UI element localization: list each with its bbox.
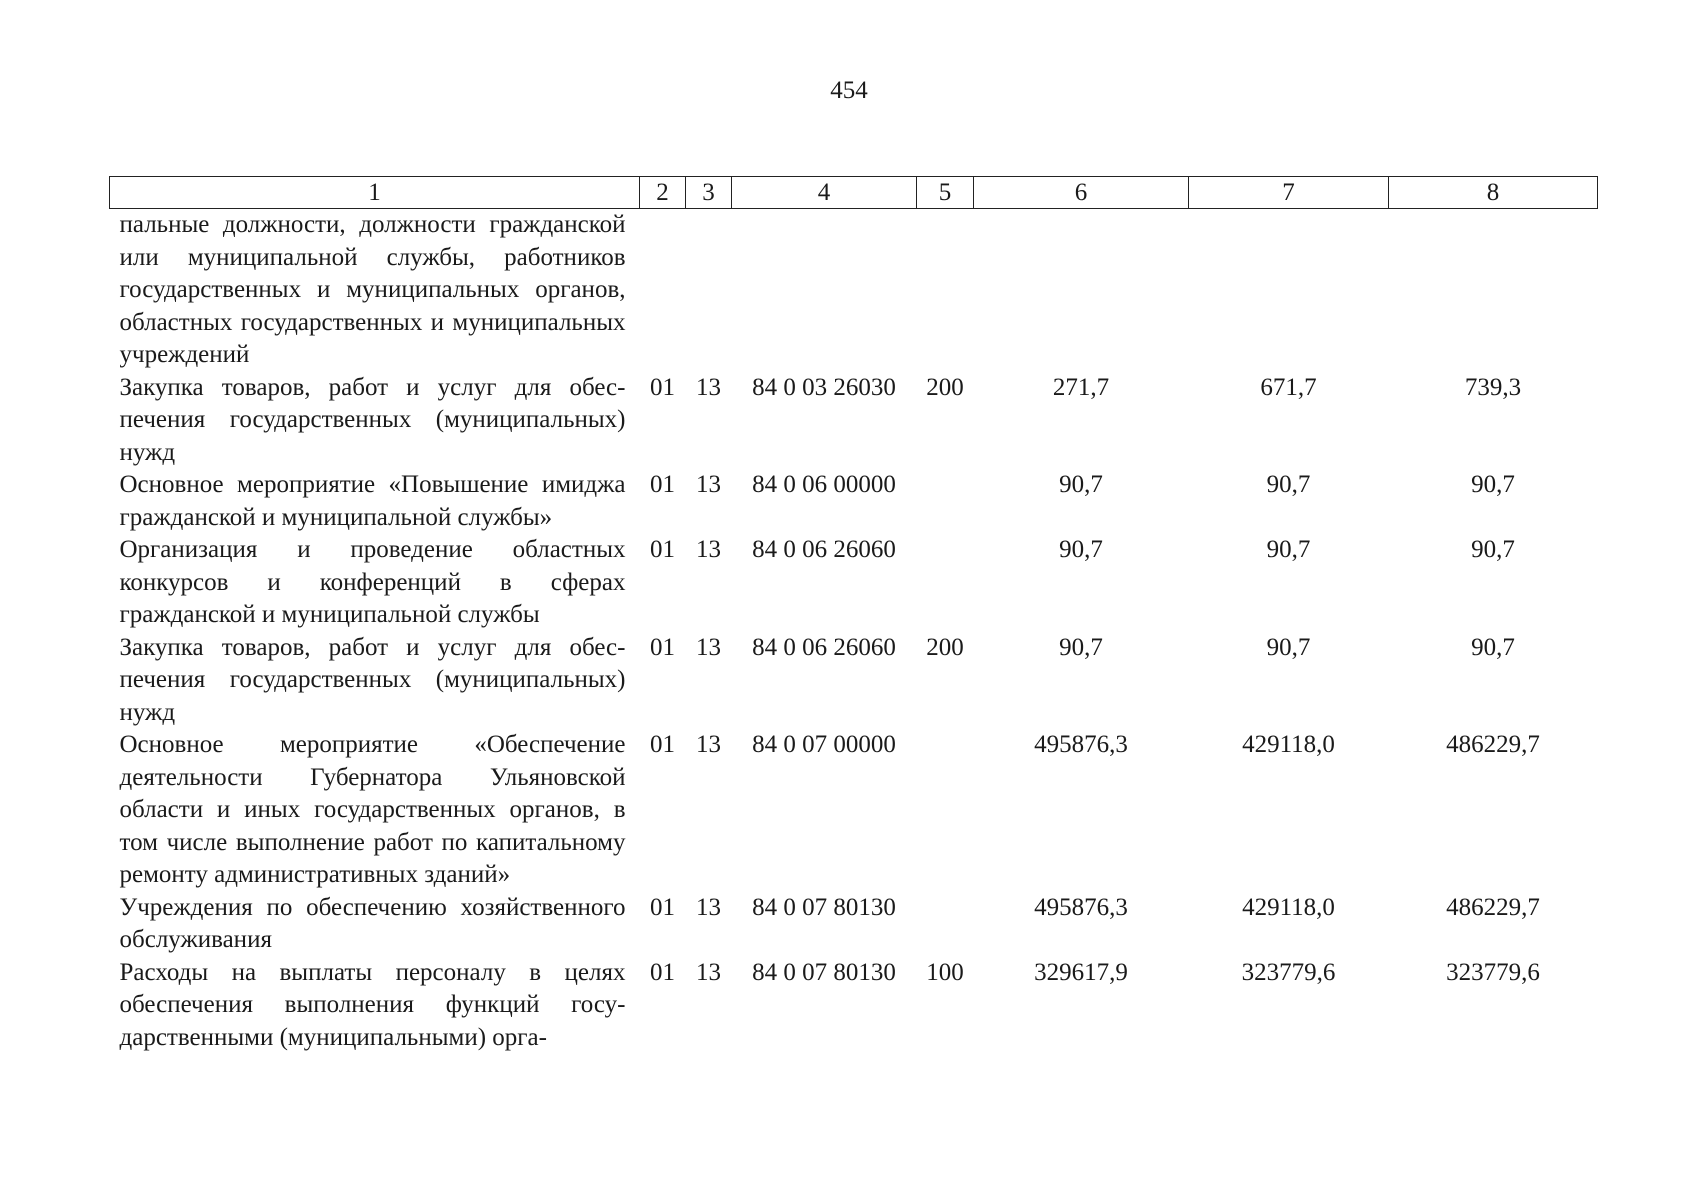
row-year-3: 90,7 bbox=[1471, 536, 1515, 563]
row-year-2: 671,7 bbox=[1260, 373, 1317, 401]
row-name: Основное мероприятие «Повышение имиджа гражданской и муниципальной службы» bbox=[119, 471, 626, 531]
table-row bbox=[110, 534, 1598, 632]
row-year-3 bbox=[1389, 209, 1598, 372]
table-body bbox=[110, 209, 1598, 1055]
table-row bbox=[110, 469, 1598, 534]
row-vr: 200 bbox=[926, 633, 964, 661]
row-csr: 84 0 06 00000 bbox=[752, 471, 896, 498]
row-year-3: 323779,6 bbox=[1446, 958, 1540, 986]
row-rz: 01 bbox=[650, 373, 675, 401]
header-col-4: 4 bbox=[732, 177, 917, 209]
row-csr: 84 0 06 26060 bbox=[752, 633, 896, 661]
table-header bbox=[110, 177, 1598, 209]
table-row bbox=[110, 209, 1598, 372]
row-year-2: 90,7 bbox=[1266, 633, 1311, 661]
row-csr bbox=[732, 209, 917, 372]
table-row bbox=[110, 892, 1598, 957]
header-col-5: 5 bbox=[917, 177, 974, 209]
row-year-1: 90,7 bbox=[1059, 633, 1103, 661]
row-name: Учреждения по обеспечению хозяйственного обслуживания bbox=[119, 893, 626, 953]
row-vr bbox=[917, 469, 974, 534]
table-row bbox=[110, 957, 1598, 1055]
row-year-2: 90,7 bbox=[1266, 536, 1311, 563]
row-name: Основное мероприятие «Обеспечение деятельности Губернатора Ульяновской области и иных государственных органов, в том числе выполнение работ по капитальному ремонту административных зданий» bbox=[119, 731, 626, 888]
header-col-7: 7 bbox=[1189, 177, 1389, 209]
row-rz: 01 bbox=[650, 731, 675, 758]
row-vr: 200 bbox=[926, 373, 964, 401]
header-col-2: 2 bbox=[640, 177, 686, 209]
row-year-3: 90,7 bbox=[1471, 633, 1515, 661]
page-number: 454 bbox=[830, 77, 868, 104]
table-row bbox=[110, 632, 1598, 730]
header-col-6: 6 bbox=[974, 177, 1189, 209]
row-pr: 13 bbox=[696, 633, 721, 661]
row-year-2: 429118,0 bbox=[1242, 731, 1335, 758]
row-csr: 84 0 07 80130 bbox=[752, 893, 896, 921]
row-name: Закупка товаров, работ и услуг для обеспечения государственных (муниципальных) нужд bbox=[119, 373, 626, 466]
row-pr: 13 bbox=[696, 471, 721, 498]
row-vr: 100 bbox=[926, 958, 964, 986]
row-rz: 01 bbox=[650, 536, 675, 563]
table-row bbox=[110, 372, 1598, 470]
row-vr bbox=[917, 209, 974, 372]
header-col-8: 8 bbox=[1389, 177, 1598, 209]
row-name: пальные должности, должности гражданской или муниципальной службы, работников государственных и муниципальных органов, областных государственных и муниципальных учреждений bbox=[119, 211, 626, 368]
row-rz: 01 bbox=[650, 893, 675, 921]
row-csr: 84 0 07 80130 bbox=[752, 958, 896, 986]
row-vr bbox=[917, 534, 974, 632]
table-row bbox=[110, 729, 1598, 892]
row-pr: 13 bbox=[696, 536, 721, 563]
row-year-2 bbox=[1189, 209, 1389, 372]
row-name: Расходы на выплаты персоналу в целях обеспечения выполнения функций государственными (муниципальными) орга- bbox=[119, 958, 626, 1051]
row-year-3: 486229,7 bbox=[1446, 893, 1540, 921]
row-pr: 13 bbox=[696, 958, 721, 986]
row-year-1: 271,7 bbox=[1052, 373, 1110, 401]
row-year-3: 486229,7 bbox=[1446, 731, 1540, 758]
row-year-1: 495876,3 bbox=[1034, 731, 1128, 758]
row-csr: 84 0 03 26030 bbox=[752, 373, 896, 401]
header-row bbox=[110, 177, 1598, 209]
row-year-1: 329617,9 bbox=[1034, 958, 1128, 986]
header-col-3: 3 bbox=[686, 177, 732, 209]
row-rz: 01 bbox=[650, 471, 675, 498]
row-year-3: 90,7 bbox=[1471, 471, 1515, 498]
row-rz: 01 bbox=[650, 633, 675, 661]
row-csr: 84 0 06 26060 bbox=[752, 536, 896, 563]
row-vr bbox=[917, 729, 974, 892]
budget-table bbox=[109, 176, 1598, 1054]
row-rz: 01 bbox=[650, 958, 675, 986]
row-year-2: 429118,0 bbox=[1242, 893, 1335, 921]
row-rz bbox=[640, 209, 686, 372]
row-year-1: 495876,3 bbox=[1034, 893, 1128, 921]
row-pr: 13 bbox=[696, 373, 721, 401]
row-year-2: 323779,6 bbox=[1241, 958, 1336, 986]
row-year-2: 90,7 bbox=[1266, 471, 1311, 498]
row-pr: 13 bbox=[696, 893, 721, 921]
row-name: Организация и проведение областных конкурсов и конференций в сферах гражданской и муниципальной службы bbox=[119, 536, 626, 628]
row-vr bbox=[917, 892, 974, 957]
row-csr: 84 0 07 00000 bbox=[752, 731, 896, 758]
row-year-1: 90,7 bbox=[1059, 536, 1103, 563]
budget-table-container bbox=[109, 176, 1597, 1054]
header-col-1: 1 bbox=[110, 177, 640, 209]
row-year-3: 739,3 bbox=[1464, 373, 1522, 401]
row-year-1 bbox=[974, 209, 1189, 372]
row-name: Закупка товаров, работ и услуг для обеспечения государственных (муниципальных) нужд bbox=[119, 633, 626, 726]
row-year-1: 90,7 bbox=[1059, 471, 1103, 498]
row-pr: 13 bbox=[696, 731, 721, 758]
row-pr bbox=[686, 209, 732, 372]
